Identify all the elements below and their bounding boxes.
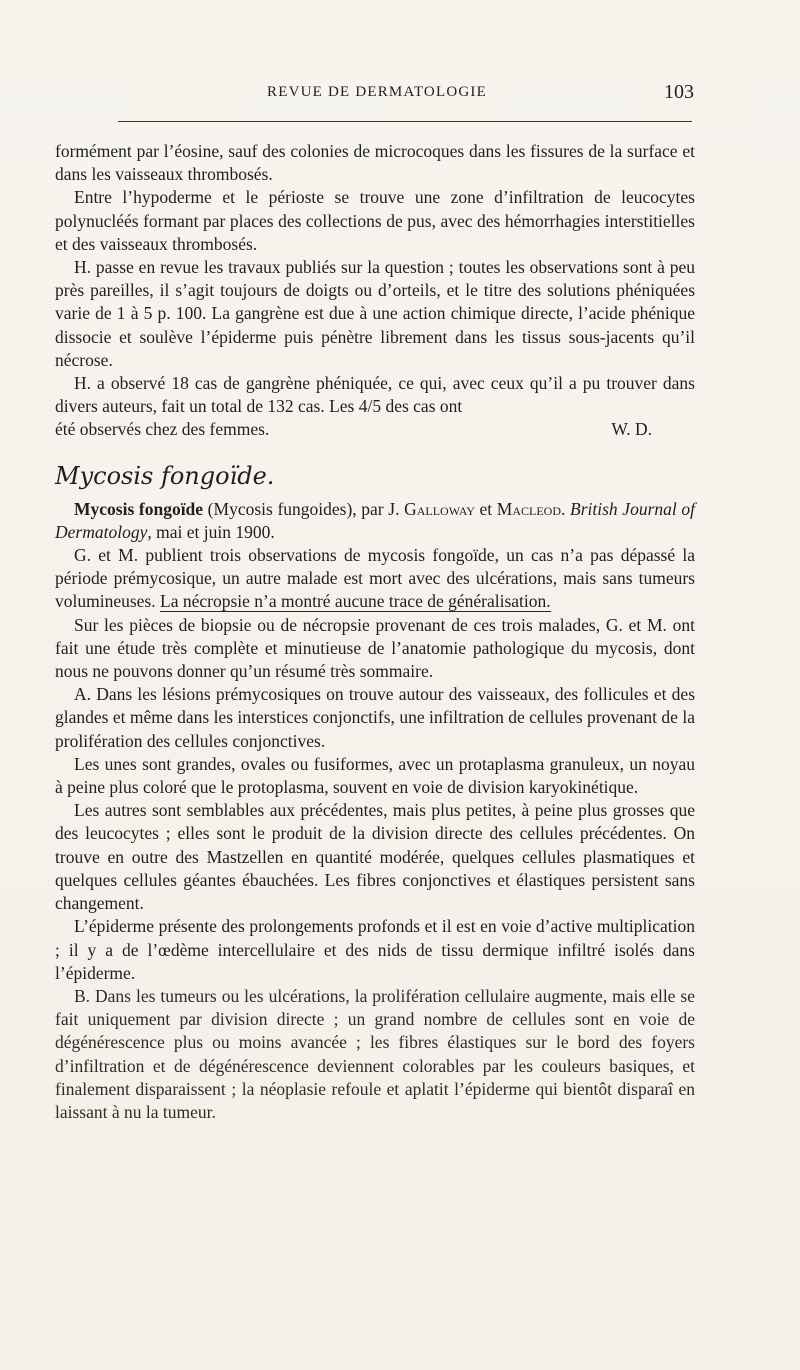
journal-title: British Journal of Dermatology: [55, 498, 695, 542]
journal-separator: .: [561, 498, 571, 519]
header-rule: [118, 121, 692, 122]
signature-line: [55, 418, 695, 441]
signature: W. D.: [611, 419, 652, 440]
paragraph-7: A. Dans les lésions prémycosiques on trouve autour des vaisseaux, des follicules et des glandes et même dans les interstices conjonctifs, une infiltration de cellules provenant de la prolifération des cellules conjonctives.: [55, 684, 695, 751]
paragraph-4-text: H. a observé 18 cas de gangrène phéniquée, ce qui, avec ceux qu’il a pu trouver dans divers auteurs, fait un total de 132 cas. Les 4/5 des cas ont: [55, 373, 695, 417]
paragraph-4-end: été observés chez des femmes.: [55, 419, 270, 440]
article-title: Mycosis fongoïde: [74, 498, 204, 519]
article-heading: [55, 498, 695, 544]
paragraph-11: B. Dans les tumeurs ou les ulcérations, la prolifération cellulaire augmente, mais elle se fait uniquement par division directe ; un grand nombre de cellules sont en voie de dégénérescence plus ou moins avancée ; les fibres élastiques sur le bord des foyers d’infiltration et de dégénérescence deviennent colorables par les couleurs basiques, et finalement disparaissent ; la néoplasie refoule et aplatit l’épiderme qui bientôt disparaî en laissant à nu la tumeur.: [55, 985, 695, 1122]
underlined-passage: La nécropsie n’a montré aucune trace de généralisation.: [160, 591, 551, 612]
author-macleod: Macleod: [496, 498, 562, 519]
author-joiner: et: [474, 498, 497, 519]
paragraph-1: formément par l’éosine, sauf des colonies de microcoques dans les fissures de la surface et dans les vaisseaux thrombosés.: [55, 141, 695, 185]
page-number: 103: [664, 81, 694, 103]
paragraph-3: H. passe en revue les travaux publiés sur la question ; toutes les observations sont à peu près pareilles, il s’agit toujours de doigts ou d’orteils, et le titre des solutions phéniquées varie de 1 à 5 p. 100. La gangrène est due à une action chimique directe, l’acide phénique dissocie et soulève l’épiderme puis pénètre librement dans les tissus sous-jacents qu’il nécrose.: [55, 257, 695, 370]
article-subtitle: (Mycosis fungoides), par J.: [203, 498, 405, 519]
paragraph-6: Sur les pièces de biopsie ou de nécropsie provenant de ces trois malades, G. et M. ont fait une étude très complète et minutieuse de l’anatomie pathologique du mycosis, dont nous ne pouvons donner qu’un résumé très sommaire.: [55, 614, 695, 682]
publication-date: , mai et juin 1900.: [147, 521, 275, 542]
article-body: [55, 140, 695, 1124]
paragraph-10: L’épiderme présente des prolongements profonds et il est en voie d’active multiplication ; il y a de l’œdème intercellulaire et des nids de tissu dermique infiltré isolés dans l’épiderme.: [55, 916, 695, 983]
paragraph-8: Les unes sont grandes, ovales ou fusiformes, avec un protaplasma granuleux, un noyau à peine plus coloré que le protoplasma, souvent en voie de division karyokinétique.: [55, 753, 695, 798]
paragraph-9: Les autres sont semblables aux précédentes, mais plus petites, à peine plus grosses que des leucocytes ; elles sont le produit de la division directe des cellules précédentes. On trouve en outre des Mastzellen en quantité modérée, quelques cellules plasmatiques et quelques cellules géantes ébauchées. Les fibres conjonctives et élastiques persistent sans changement.: [55, 800, 695, 914]
author-galloway: Galloway: [404, 498, 475, 519]
paragraph-2: Entre l’hypoderme et le périoste se trouve une zone d’infiltration de leucocytes polynucléés formant par places des collections de pus, avec des hémorrhagies interstitielles et des vaisseaux thrombosés.: [55, 187, 695, 254]
page-header: [60, 82, 694, 106]
running-title: REVUE DE DERMATOLOGIE: [267, 84, 487, 100]
section-title: Mycosis fongoïde.: [55, 461, 275, 490]
paragraph-5-text: G. et M. publient trois observations de mycosis fongoïde, un cas n’a pas dépassé la période prémycosique, un autre malade est mort avec des ulcérations, mais sans tumeurs volumineuses.: [55, 545, 695, 612]
paragraph-5: [55, 544, 695, 614]
paragraph-4: [55, 372, 695, 418]
